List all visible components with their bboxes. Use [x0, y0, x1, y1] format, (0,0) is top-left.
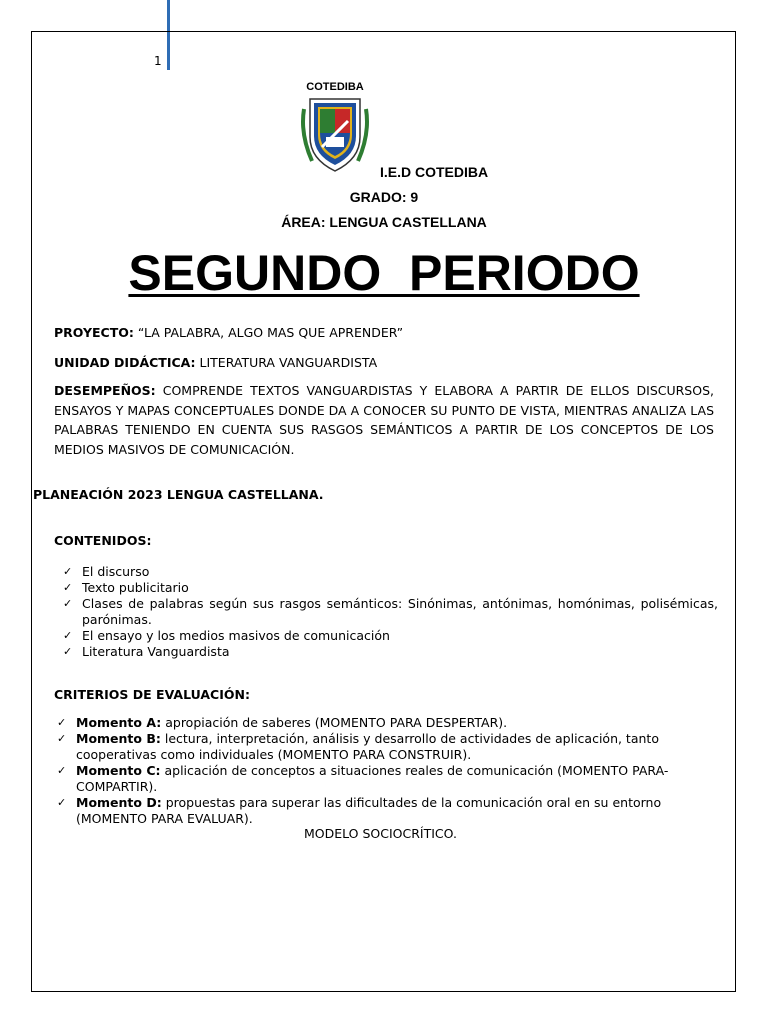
- contenidos-list: [58, 564, 718, 660]
- desempenos-label: DESEMPEÑOS:: [54, 383, 156, 398]
- logo-text: COTEDIBA: [306, 81, 364, 93]
- check-icon: ✓: [57, 732, 67, 745]
- contenidos-heading: CONTENIDOS:: [54, 533, 152, 548]
- page-number: 1: [154, 54, 162, 68]
- criterios-heading: CRITERIOS DE EVALUACIÓN:: [54, 687, 250, 702]
- check-icon: ✓: [57, 716, 67, 729]
- area-line: ÁREA: LENGUA CASTELLANA: [281, 214, 487, 230]
- unidad-line: [54, 353, 714, 372]
- unidad-value: LITERATURA VANGUARDISTA: [195, 355, 378, 370]
- list-item: ✓ Literatura Vanguardista: [63, 644, 230, 659]
- check-icon: ✓: [63, 629, 73, 642]
- page-title: SEGUNDO PERIODO: [128, 245, 640, 301]
- check-icon: ✓: [63, 565, 73, 578]
- unidad-label: UNIDAD DIDÁCTICA:: [54, 355, 196, 370]
- check-icon: ✓: [57, 764, 67, 777]
- modelo-line: MODELO SOCIOCRÍTICO.: [304, 826, 457, 841]
- check-icon: ✓: [57, 796, 67, 809]
- list-item: ✓ Momento B: lectura, interpretación, análisis y desarrollo de actividades de aplicación, tanto cooperativas como individuales (MOMENTO PARA CONSTRUIR).: [57, 731, 659, 762]
- proyecto-label: PROYECTO:: [54, 325, 134, 340]
- list-item: ✓ Clases de palabras según sus rasgos semánticos: Sinónimas, antónimas, homónimas, polisémicas, parónimas.: [63, 596, 718, 627]
- planeacion-heading: PLANEACIÓN 2023 LENGUA CASTELLANA.: [33, 487, 324, 502]
- check-icon: ✓: [63, 597, 73, 610]
- grade-line: GRADO: 9: [349, 189, 419, 205]
- proyecto-line: [54, 323, 714, 342]
- list-item: ✓ Momento A: apropiación de saberes (MOMENTO PARA DESPERTAR).: [57, 715, 508, 730]
- list-item: ✓ Momento D: propuestas para superar las dificultades de la comunicación oral en su entorno (MOMENTO PARA EVALUAR).: [57, 795, 662, 826]
- school-name: I.E.D COTEDIBA: [380, 164, 489, 180]
- list-item: ✓ Momento C: aplicación de conceptos a situaciones reales de comunicación (MOMENTO PARA-COMPARTIR).: [57, 763, 669, 794]
- list-item: ✓ El discurso: [63, 564, 150, 579]
- desempenos-paragraph: [54, 381, 714, 459]
- desempenos-value: COMPRENDE TEXTOS VANGUARDISTAS Y ELABORA A PARTIR DE ELLOS DISCURSOS, ENSAYOS Y MAPAS CONCEPTUALES DONDE DA A CONOCER SU PUNTO DE VISTA, MIENTRAS ANALIZA LAS PALABRAS TENIENDO EN CUENTA SUS RASGOS SEMÁNTICOS A PARTIR DE LOS CONCEPTOS DE LOS MEDIOS MASIVOS DE COMUNICACIÓN.: [54, 383, 714, 457]
- check-icon: ✓: [63, 645, 73, 658]
- check-icon: ✓: [63, 581, 73, 594]
- proyecto-value: “LA PALABRA, ALGO MAS QUE APRENDER”: [133, 325, 404, 340]
- list-item: ✓ Texto publicitario: [63, 580, 189, 595]
- criterios-list: [52, 715, 682, 827]
- list-item: ✓ El ensayo y los medios masivos de comunicación: [63, 628, 390, 643]
- school-crest-logo: [298, 79, 372, 177]
